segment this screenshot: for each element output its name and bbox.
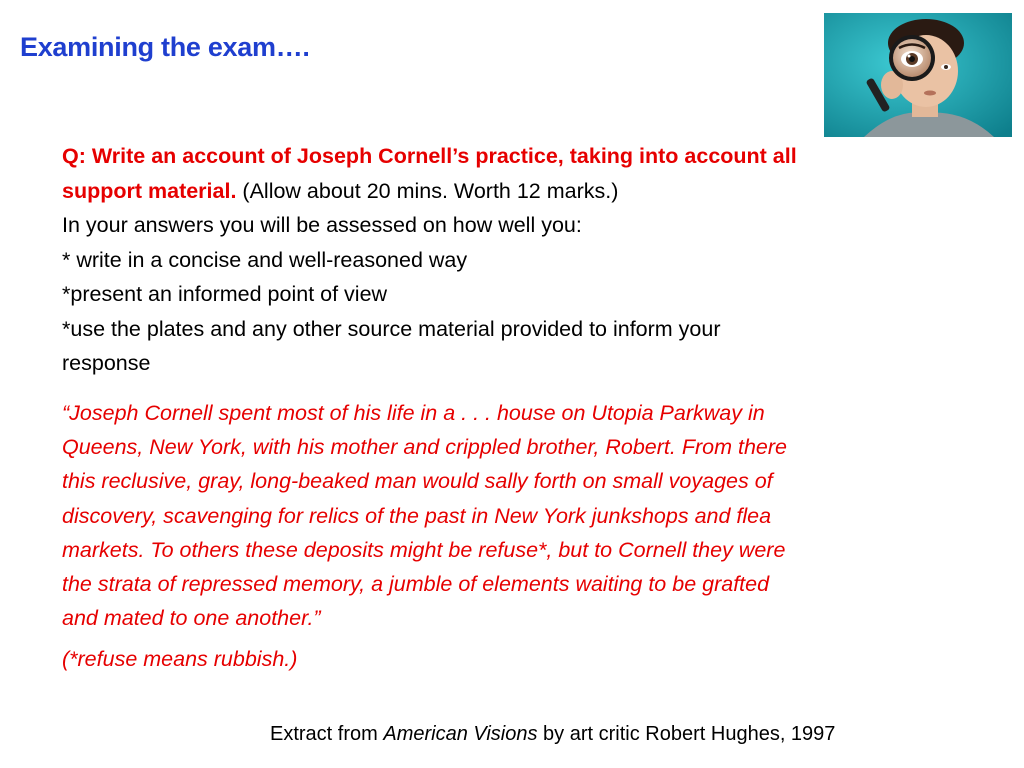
citation-book-title: American Visions	[383, 723, 538, 745]
slide-title: Examining the exam….	[20, 32, 310, 62]
exam-question	[62, 139, 962, 381]
quote-line: the strata of repressed memory, a jumble of elements waiting to be grafted	[62, 572, 770, 597]
quote-footnote: (*refuse means rubbish.)	[62, 647, 298, 671]
quote-line: Queens, New York, with his mother and crippled brother, Robert. From there	[62, 435, 787, 460]
quote-line: and mated to one another.”	[62, 606, 321, 631]
criterion-item: * write in a concise and well-reasoned way	[62, 247, 468, 272]
quote-line: this reclusive, gray, long-beaked man would sally forth on small voyages of	[62, 469, 773, 494]
question-timing-note: (Allow about 20 mins. Worth 12 marks.)	[236, 178, 619, 203]
quote-block	[62, 396, 962, 635]
quote-line: “Joseph Cornell spent most of his life in a . . . house on Utopia Parkway in	[62, 401, 765, 425]
criterion-item: *use the plates and any other source material provided to inform your	[62, 316, 721, 341]
source-citation	[270, 718, 835, 750]
quote-line: discovery, scavenging for relics of the past in New York junkshops and flea	[62, 503, 772, 528]
criterion-item-continuation: response	[62, 351, 151, 375]
assessment-intro: In your answers you will be assessed on how well you:	[62, 213, 582, 237]
question-line-2	[62, 174, 962, 209]
person-with-magnifying-glass-photo	[824, 13, 1012, 137]
question-support-material: support material.	[62, 178, 237, 203]
criterion-item: *present an informed point of view	[62, 282, 388, 306]
quote-line: markets. To others these deposits might be refuse*, but to Cornell they were	[62, 537, 786, 562]
question-line-1: Q: Write an account of Joseph Cornell’s practice, taking into account all	[62, 144, 797, 168]
citation-prefix: Extract from	[270, 723, 384, 745]
citation-suffix: by art critic Robert Hughes, 1997	[537, 723, 836, 745]
